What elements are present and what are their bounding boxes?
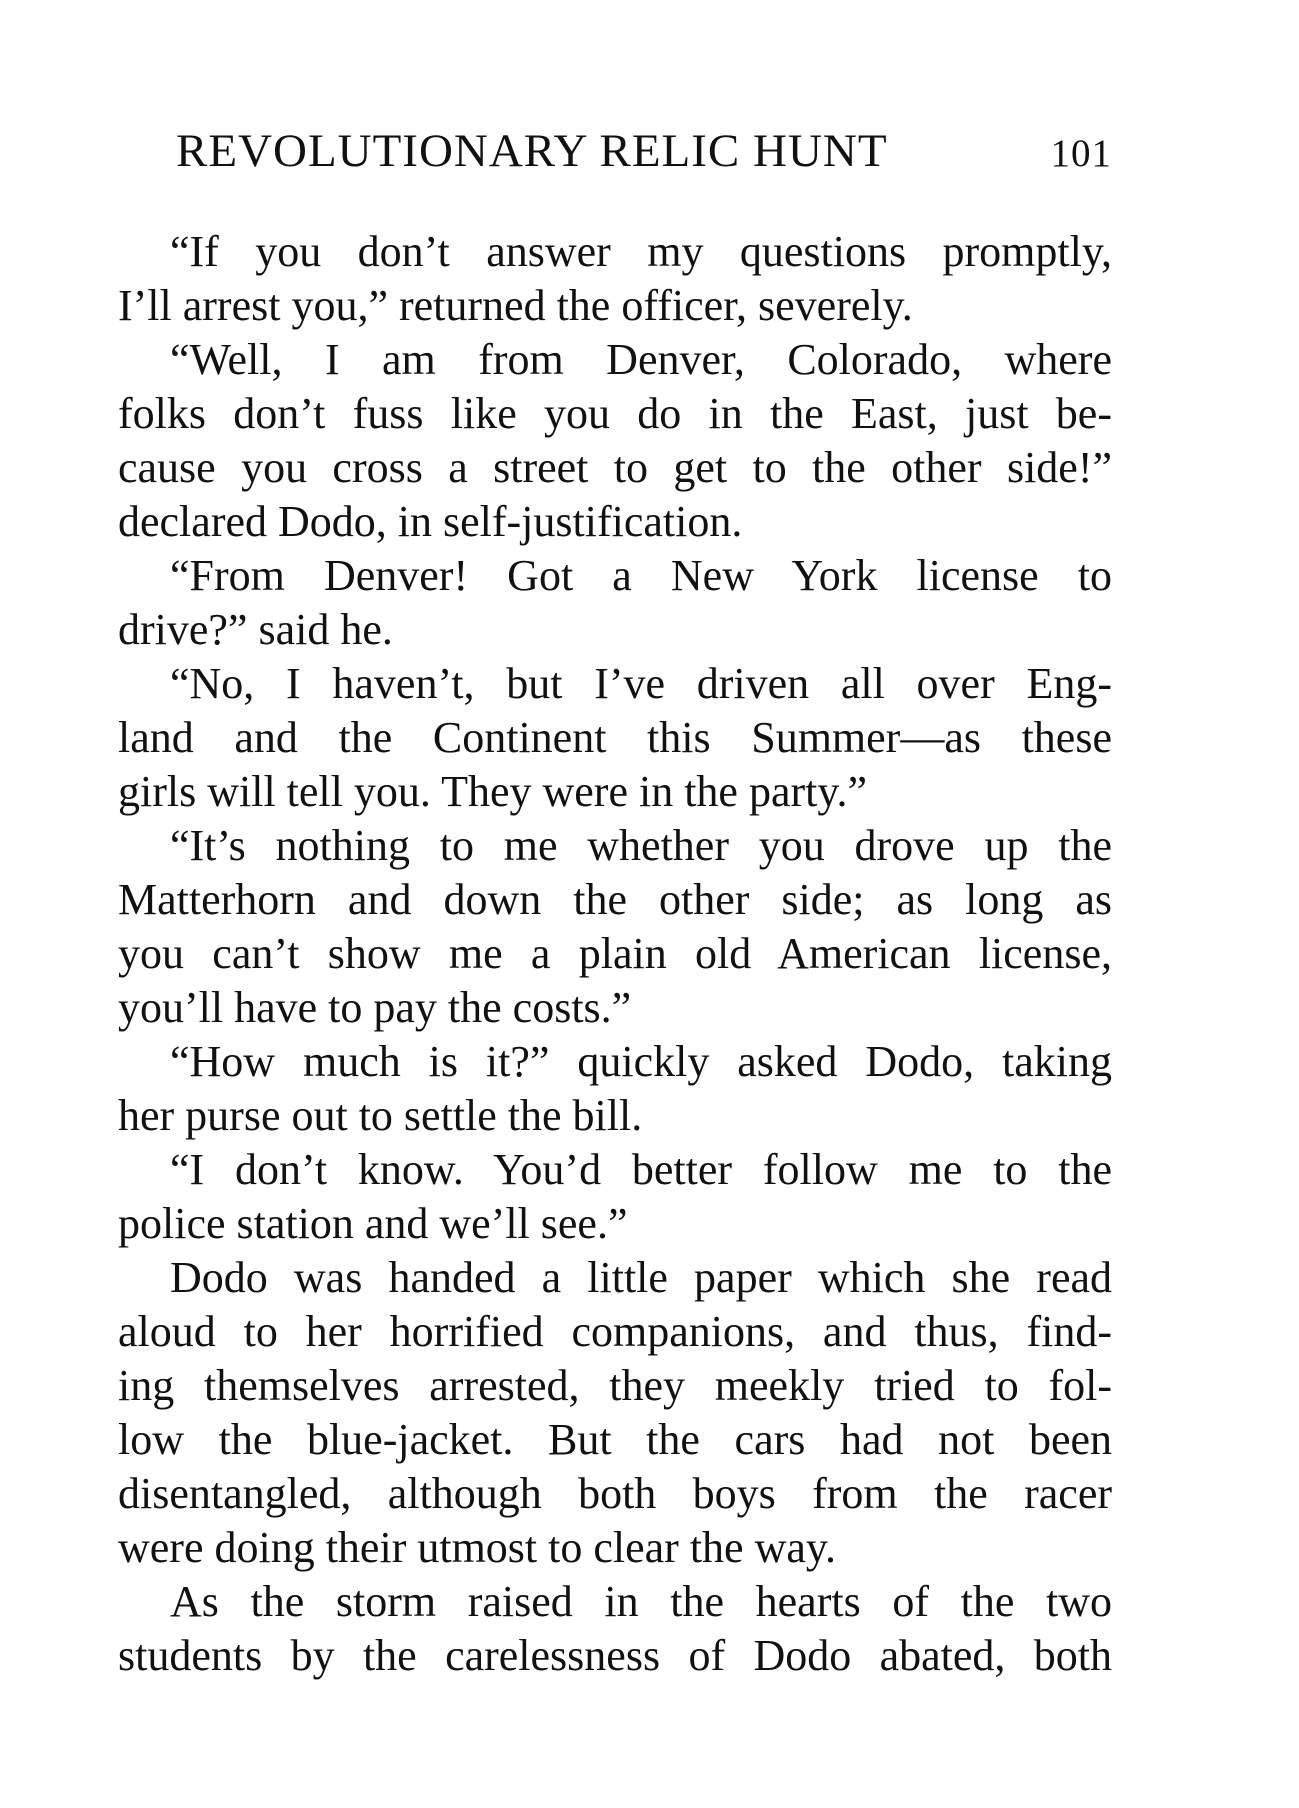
paragraph bbox=[118, 225, 1112, 333]
paragraph bbox=[118, 1575, 1112, 1683]
paragraph bbox=[118, 549, 1112, 657]
body-text bbox=[118, 225, 1112, 1683]
running-head bbox=[176, 124, 1112, 184]
page-number: 101 bbox=[1050, 132, 1112, 175]
text-line: police station and we’ll see.” bbox=[118, 1199, 628, 1248]
text-line: were doing their utmost to clear the way. bbox=[118, 1523, 837, 1572]
text-line: drive?” said he. bbox=[118, 605, 393, 654]
text-line: you can’t show me a plain old American license, bbox=[118, 929, 1112, 978]
text-line: cause you cross a street to get to the other side!” bbox=[118, 443, 1112, 492]
text-line: low the blue-jacket. But the cars had not been bbox=[118, 1415, 1112, 1464]
paragraph bbox=[118, 333, 1112, 549]
text-line: aloud to her horrified companions, and thus, find- bbox=[118, 1307, 1112, 1356]
paragraph bbox=[118, 819, 1112, 1035]
text-line: As the storm raised in the hearts of the two bbox=[170, 1577, 1112, 1626]
text-line: declared Dodo, in self-justification. bbox=[118, 497, 743, 546]
text-line: “From Denver! Got a New York license to bbox=[170, 551, 1112, 600]
text-line: Matterhorn and down the other side; as long as bbox=[118, 875, 1112, 924]
text-line: folks don’t fuss like you do in the East, just be- bbox=[118, 389, 1112, 438]
text-line: “How much is it?” quickly asked Dodo, taking bbox=[170, 1037, 1112, 1086]
text-line: disentangled, although both boys from the racer bbox=[118, 1469, 1112, 1518]
text-line: girls will tell you. They were in the party.” bbox=[118, 767, 868, 816]
text-line: “No, I haven’t, but I’ve driven all over Eng- bbox=[170, 659, 1112, 708]
paragraph bbox=[118, 1143, 1112, 1251]
text-line: Dodo was handed a little paper which she read bbox=[170, 1253, 1112, 1302]
text-line: “I don’t know. You’d better follow me to the bbox=[170, 1145, 1112, 1194]
text-line: “If you don’t answer my questions promptly, bbox=[170, 227, 1112, 276]
text-line: students by the carelessness of Dodo abated, both bbox=[118, 1631, 1112, 1680]
text-line: “Well, I am from Denver, Colorado, where bbox=[170, 335, 1112, 384]
text-line: ing themselves arrested, they meekly tried to fol- bbox=[118, 1361, 1112, 1410]
text-line: you’ll have to pay the costs.” bbox=[118, 983, 632, 1032]
text-line: her purse out to settle the bill. bbox=[118, 1091, 643, 1140]
paragraph bbox=[118, 1251, 1112, 1575]
paragraph bbox=[118, 1035, 1112, 1143]
text-line: “It’s nothing to me whether you drove up the bbox=[170, 821, 1112, 870]
running-title: REVOLUTIONARY RELIC HUNT bbox=[176, 125, 888, 177]
paragraph bbox=[118, 657, 1112, 819]
text-line: land and the Continent this Summer—as these bbox=[118, 713, 1112, 762]
text-line: I’ll arrest you,” returned the officer, severely. bbox=[118, 281, 913, 330]
